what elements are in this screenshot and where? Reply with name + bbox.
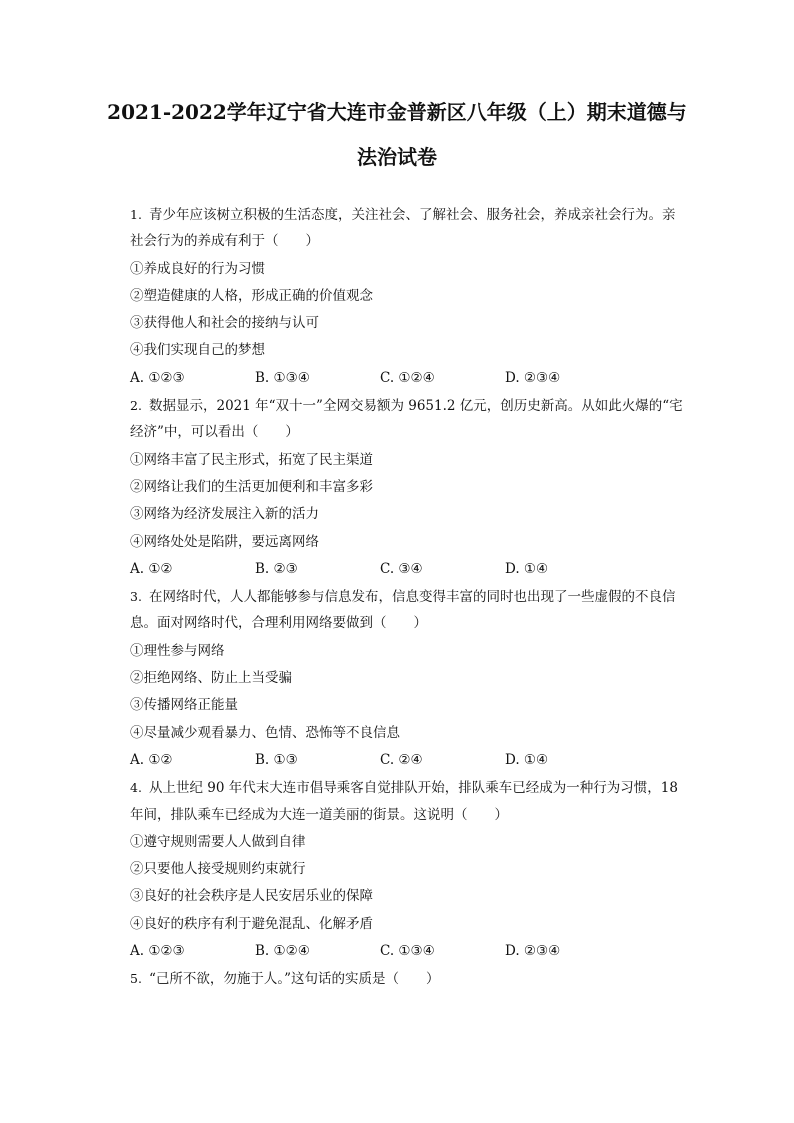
statement-item: ③网络为经济发展注入新的活力 bbox=[130, 506, 319, 523]
question-number: 1. bbox=[130, 207, 142, 222]
question-number: 2. bbox=[130, 398, 142, 414]
option-b: B. ①③ bbox=[255, 751, 298, 768]
question-number: 5. bbox=[130, 971, 142, 987]
question-5 bbox=[130, 965, 690, 992]
option-c: C. ②④ bbox=[380, 751, 423, 768]
statement-item: ③传播网络正能量 bbox=[130, 697, 238, 714]
statement-item: ④网络处处是陷阱，要远离网络 bbox=[130, 533, 319, 550]
exam-title-line-2: 法治试卷 bbox=[357, 145, 437, 169]
question-stem-line bbox=[130, 201, 690, 228]
question-stem-text: 在网络时代，人人都能够参与信息发布，信息变得丰富的同时也出现了一些虚假的不良信 bbox=[149, 589, 676, 606]
statement-item: ①遵守规则需要人人做到自律 bbox=[130, 833, 306, 850]
question-stem-text: 青少年应该树立积极的生活态度，关注社会、了解社会、服务社会，养成亲社会行为。亲 bbox=[149, 207, 676, 223]
statement-item: ②拒绝网络、防止上当受骗 bbox=[130, 670, 292, 687]
question-stem-text: 数据显示，2021 年“双十一”全网交易额为 9651.2 亿元，创历史新高。从如此火爆的“宅 bbox=[149, 398, 683, 415]
statement-item: ③获得他人和社会的接纳与认可 bbox=[130, 315, 319, 332]
statement-item: ②网络让我们的生活更加便利和丰富多彩 bbox=[130, 478, 373, 495]
statement-item: ①养成良好的行为习惯 bbox=[130, 260, 265, 277]
option-d: D. ①④ bbox=[505, 751, 549, 768]
question-number: 3. bbox=[130, 589, 142, 605]
question-number: 4. bbox=[130, 780, 142, 796]
statement-item: ④尽量减少观看暴力、色情、恐怖等不良信息 bbox=[130, 724, 400, 741]
question-stem-line: 社会行为的养成有利于（ ） bbox=[130, 233, 319, 250]
option-d: D. ②③④ bbox=[505, 369, 561, 386]
question-stem-line bbox=[130, 774, 690, 801]
statement-item: ②塑造健康的人格，形成正确的价值观念 bbox=[130, 287, 373, 304]
question-stem-line bbox=[130, 965, 690, 992]
option-c: C. ①③④ bbox=[380, 943, 435, 960]
statement-item: ③良好的社会秩序是人民安居乐业的保障 bbox=[130, 888, 373, 905]
question-4 bbox=[130, 774, 690, 965]
option-d: D. ②③④ bbox=[505, 943, 561, 960]
answer-options bbox=[130, 747, 690, 774]
option-a: A. ①② bbox=[130, 560, 173, 577]
option-a: A. ①②③ bbox=[130, 369, 185, 386]
question-2 bbox=[130, 392, 690, 583]
statement-item: ②只要他人接受规则约束就行 bbox=[130, 861, 306, 878]
question-stem-text: 从上世纪 90 年代末大连市倡导乘客自觉排队开始，排队乘车已经成为一种行为习惯，18 bbox=[149, 780, 678, 797]
exam-title-line-1: 2021-2022学年辽宁省大连市金普新区八年级（上）期末道德与 bbox=[107, 100, 687, 124]
option-d: D. ①④ bbox=[505, 560, 549, 577]
answer-options bbox=[130, 938, 690, 965]
option-b: B. ①②④ bbox=[255, 943, 310, 960]
option-c: C. ③④ bbox=[380, 560, 423, 577]
statement-item: ④良好的秩序有利于避免混乱、化解矛盾 bbox=[130, 915, 373, 932]
statement-item: ④我们实现自己的梦想 bbox=[130, 342, 265, 359]
option-b: B. ①③④ bbox=[255, 369, 310, 386]
option-b: B. ②③ bbox=[255, 560, 298, 577]
option-a: A. ①② bbox=[130, 751, 173, 768]
answer-options bbox=[130, 556, 690, 583]
question-1 bbox=[130, 201, 690, 392]
statement-item: ①理性参与网络 bbox=[130, 642, 225, 659]
option-c: C. ①②④ bbox=[380, 369, 435, 386]
question-stem-line: 经济”中，可以看出（ ） bbox=[130, 424, 299, 441]
question-stem-line: 息。面对网络时代，合理利用网络要做到（ ） bbox=[130, 615, 427, 632]
question-3 bbox=[130, 583, 690, 774]
option-a: A. ①②③ bbox=[130, 943, 185, 960]
question-stem-text: “己所不欲，勿施于人。”这句话的实质是（ ） bbox=[149, 971, 440, 988]
question-list bbox=[130, 201, 690, 993]
question-stem-line bbox=[130, 392, 690, 419]
answer-options bbox=[130, 365, 690, 392]
question-stem-line: 年间，排队乘车已经成为大连一道美丽的街景。这说明（ ） bbox=[130, 806, 508, 823]
question-stem-line bbox=[130, 583, 690, 610]
statement-item: ①网络丰富了民主形式，拓宽了民主渠道 bbox=[130, 451, 373, 468]
